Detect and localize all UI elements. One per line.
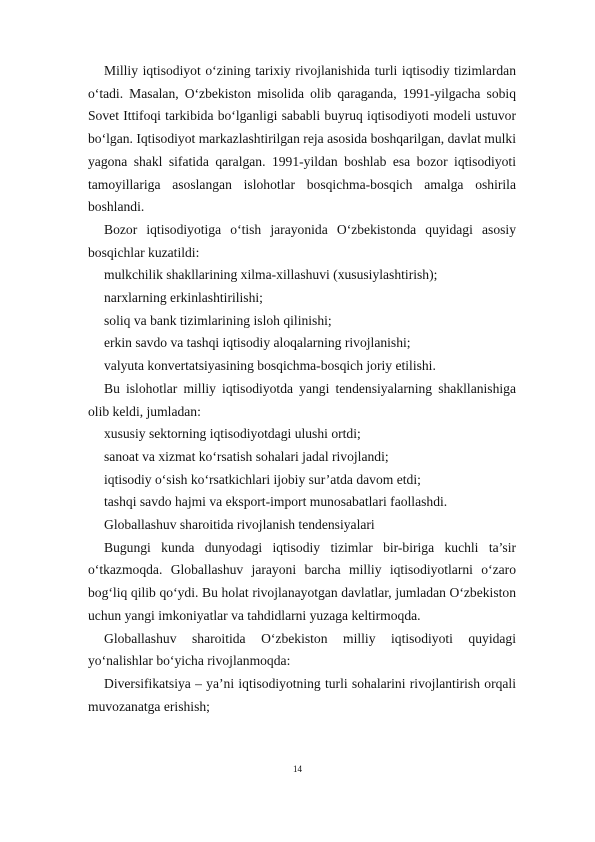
paragraph-intro: Milliy iqtisodiyot o‘zining tarixiy rivojlanishida turli iqtisodiy tizimlardan o‘tadi. Masalan, O‘zbekiston misolida olib qaraganda, 1991-yilgacha sobiq Sovet Ittifoqi tarkibida bo‘lganligi sababli buyruq iqtisodiyoti modeli ustuvor bo‘lgan. Iqtisodiyot markazlashtirilgan reja asosida boshqarilgan, davlat mulki yagona shakl sifatida qaralgan. 1991-yildan boshlab esa bozor iqtisodiyoti tamoyillariga asoslangan islohotlar bosqichma-bosqich amalga oshirila boshlandi.: [88, 63, 516, 215]
page-number: 14: [293, 764, 302, 774]
list-item: xususiy sektorning iqtisodiyotdagi ulushi ortdi;: [104, 426, 361, 442]
list-item: narxlarning erkinlashtirilishi;: [104, 290, 263, 306]
paragraph-stages-intro: Bozor iqtisodiyotiga o‘tish jarayonida O‘zbekistonda quyidagi asosiy bosqichlar kuzatildi:: [88, 221, 516, 260]
paragraph-reforms: Bu islohotlar milliy iqtisodiyotda yangi tendensiyalarning shakllanishiga olib keldi, jumladan:: [88, 380, 516, 419]
paragraph-directions: Globallashuv sharoitida O‘zbekiston milliy iqtisodiyoti quyidagi yo‘nalishlar bo‘yicha rivojlanmoqda:: [88, 630, 516, 669]
list-item: tashqi savdo hajmi va eksport-import munosabatlari faollashdi.: [104, 494, 448, 510]
list-item: mulkchilik shakllarining xilma-xillashuvi (xususiylashtirish);: [104, 267, 438, 283]
paragraph-diversification: Diversifikatsiya – ya’ni iqtisodiyotning turli sohalarini rivojlantirish orqali muvozanatga erishish;: [88, 675, 516, 714]
list-item: soliq va bank tizimlarining isloh qilinishi;: [104, 312, 332, 328]
list-item: sanoat va xizmat ko‘rsatish sohalari jadal rivojlandi;: [104, 448, 389, 464]
section-heading: Globallashuv sharoitida rivojlanish tendensiyalari: [104, 517, 375, 533]
list-item: erkin savdo va tashqi iqtisodiy aloqalarning rivojlanishi;: [104, 335, 411, 351]
list-item: valyuta konvertatsiyasining bosqichma-bosqich joriy etilishi.: [104, 358, 436, 374]
document-body: [88, 60, 516, 718]
list-item: iqtisodiy o‘sish ko‘rsatkichlari ijobiy sur’atda davom etdi;: [104, 471, 421, 487]
paragraph-globalization: Bugungi kunda dunyodagi iqtisodiy tizimlar bir-biriga kuchli ta’sir o‘tkazmoqda. Globallashuv jarayoni barcha milliy iqtisodiyotlarni o‘zaro bog‘liq qilib qo‘ydi. Bu holat rivojlanayotgan davlatlar, jumladan O‘zbekiston uchun yangi imkoniyatlar va tahdidlarni yuzaga keltirmoqda.: [88, 539, 516, 623]
